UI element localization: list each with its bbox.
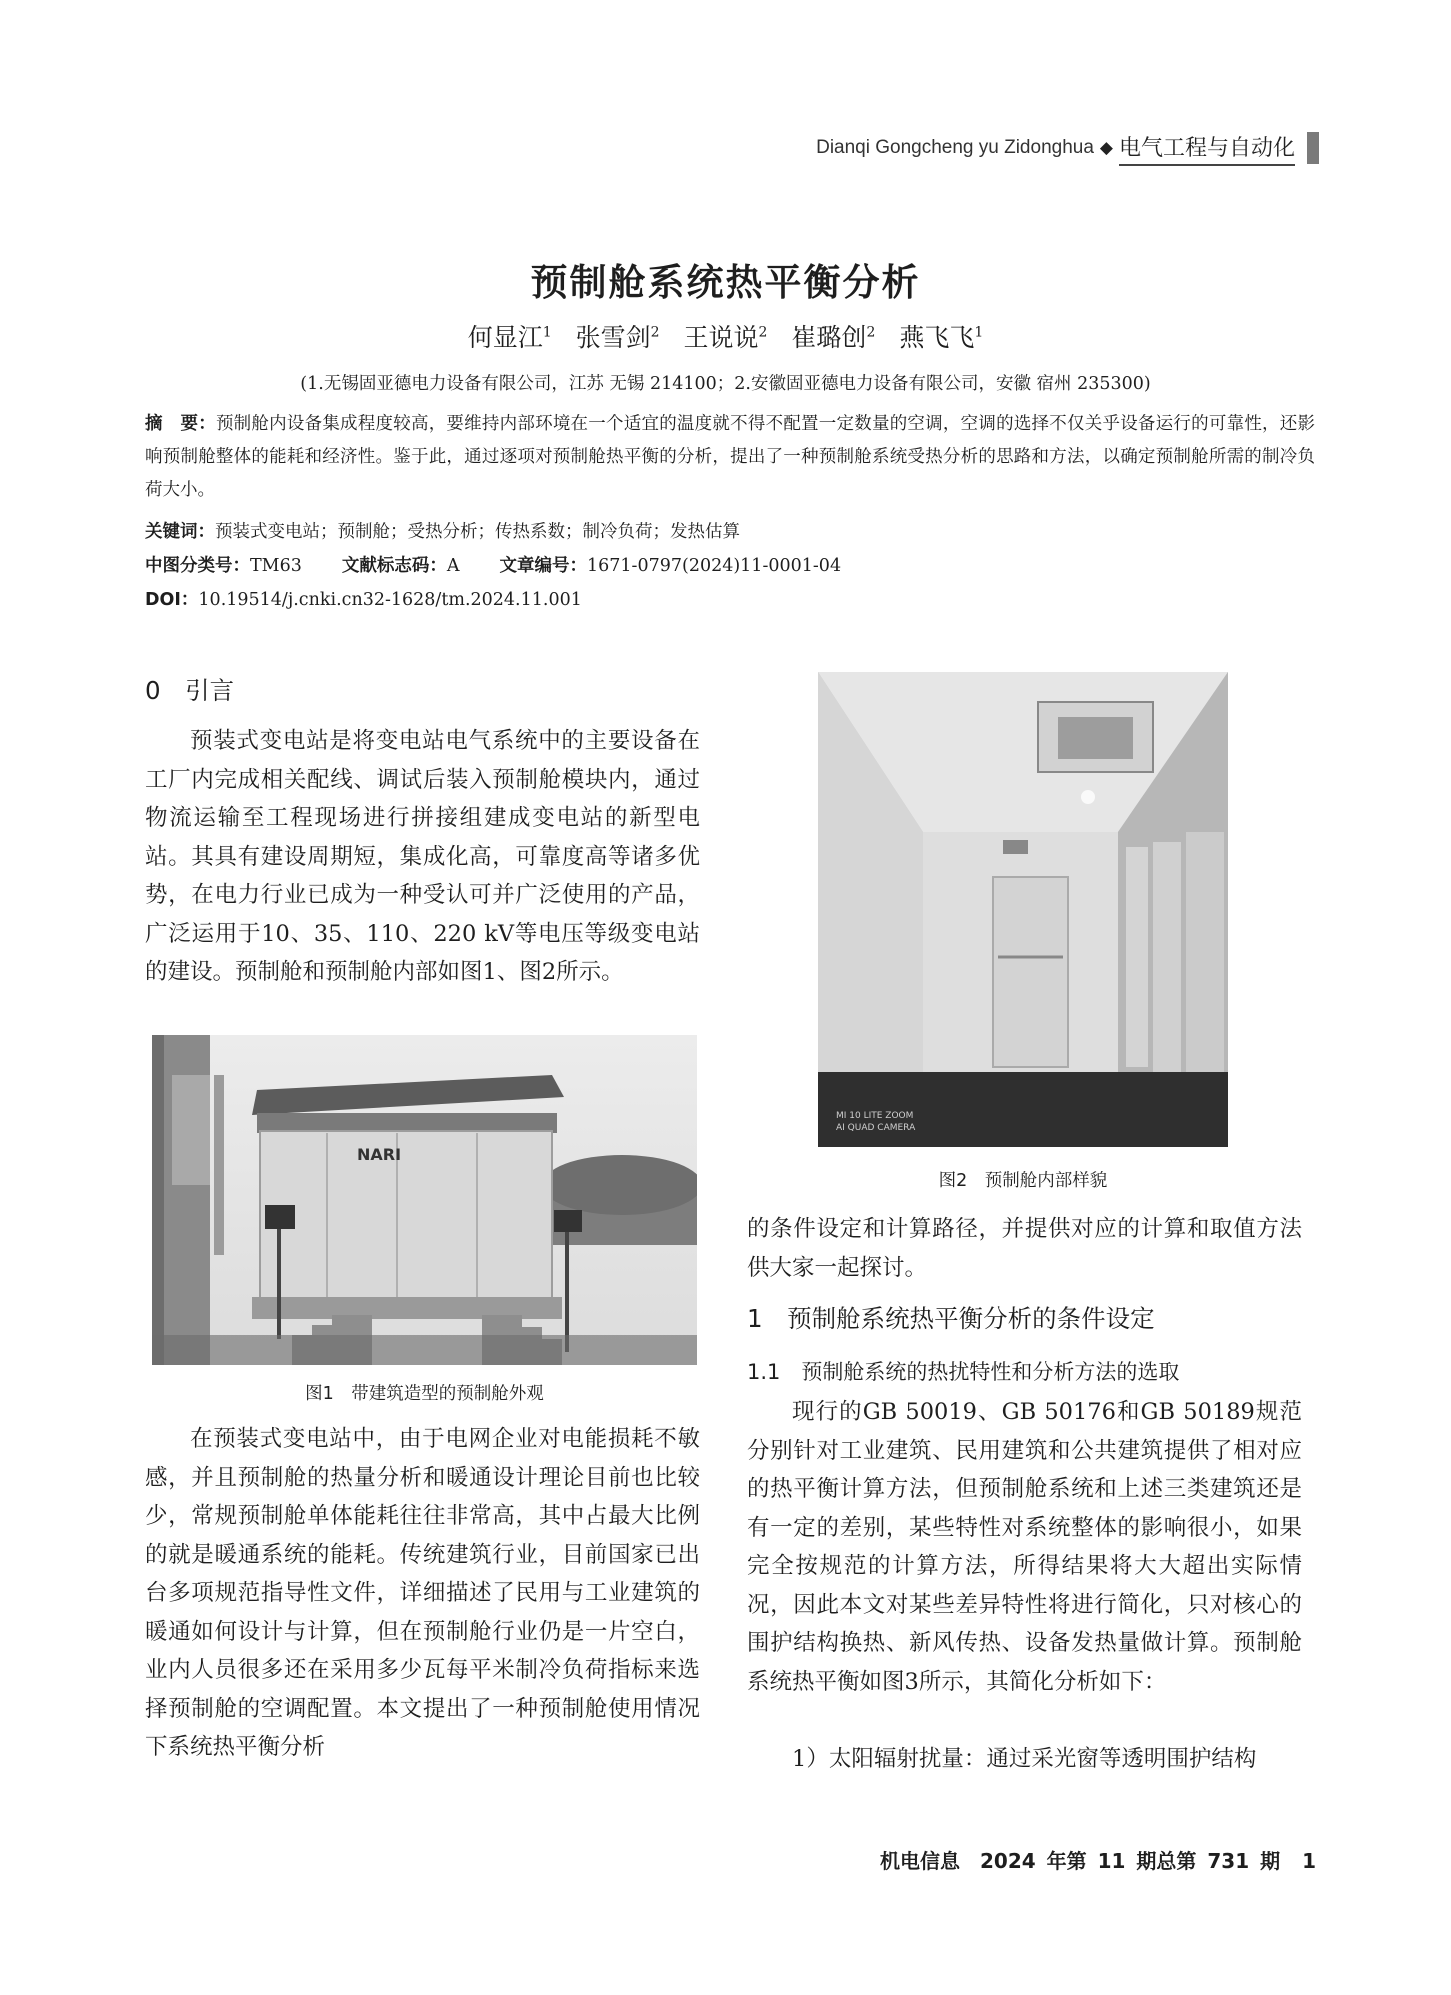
keywords-label: 关键词： xyxy=(145,522,215,542)
page-footer xyxy=(880,1845,1316,1874)
camera-watermark-line2: AI QUAD CAMERA xyxy=(836,1123,916,1133)
doi-value: 10.19514/j.cnki.cn32-1628/tm.2024.11.001 xyxy=(198,590,582,610)
figure2-caption: 图2 预制舱内部样貌 xyxy=(938,1171,1108,1191)
section-heading-1-1: 1.1 预制舱系统的热扰特性和分析方法的选取 xyxy=(747,1360,1180,1384)
journal-name-chinese: 电气工程与自动化 xyxy=(1119,131,1295,166)
doi-label: DOI： xyxy=(145,590,199,610)
header-bar-decoration xyxy=(1307,132,1319,164)
section-1-1-paragraph: 现行的GB 50019、GB 50176和GB 50189规范分别针对工业建筑、民用建筑和公共建筑提供了相对应的热平衡计算方法，但预制舱系统和上述三类建筑还是有一定的差别，某些特性对系统整体的影响很小，如果完全按规范的计算方法，所得结果将大大超出实际情况，因此本文对某些差异特性将进行简化，只对核心的围护结构换热、新风传热、设备发热量做计算。预制舱系统热平衡如图3所示，其简化分析如下： xyxy=(747,1399,1302,1695)
intro-paragraph-1: 预装式变电站是将变电站电气系统中的主要设备在工厂内完成相关配线、调试后装入预制舱模块内，通过物流运输至工程现场进行拼接组建成变电站的新型电站。其具有建设周期短，集成化高，可靠度高等诸多优势，在电力行业已成为一种受认可并广泛使用的产品，广泛运用于10、35、110、220 kV等电压等级变电站的建设。预制舱和预制舱内部如图1、图2所示。 xyxy=(145,728,700,985)
nari-logo-text: NARI xyxy=(357,1145,402,1164)
right-continuation-text: 的条件设定和计算路径，并提供对应的计算和取值方法供大家一起探讨。 xyxy=(747,1216,1302,1281)
clc-label: 中图分类号： xyxy=(145,556,250,576)
abstract-text: 预制舱内设备集成程度较高，要维持内部环境在一个适宜的温度就不得不配置一定数量的空调，空调的选择不仅关乎设备运行的可靠性，还影响预制舱整体的能耗和经济性。鉴于此，通过逐项对预制舱热平衡的分析，提出了一种预制舱系统受热分析的思路和方法，以确定预制舱所需的制冷负荷大小。 xyxy=(145,414,1316,500)
doc-code-label: 文献标志码： xyxy=(341,556,447,576)
article-number-label: 文章编号： xyxy=(499,556,587,576)
author: 燕飞飞$^1$ xyxy=(899,323,984,352)
doi-line xyxy=(145,583,582,617)
page-number: 1 xyxy=(1302,1849,1316,1873)
classification-line xyxy=(145,549,841,583)
author-list xyxy=(0,318,1451,354)
article-number-value: 1671-0797(2024)11-0001-04 xyxy=(587,556,842,576)
paper-title: 预制舱系统热平衡分析 xyxy=(530,261,921,304)
author: 王说说$^2$ xyxy=(683,323,768,352)
section-1-1-item-1: 1）太阳辐射扰量：通过采光窗等透明围护结构 xyxy=(792,1746,1257,1772)
affiliation: (1.无锡固亚德电力设备有限公司，江苏 无锡 214100；2.安徽固亚德电力设备有限公司，安徽 宿州 235300) xyxy=(300,374,1151,394)
figure1-image xyxy=(152,1035,697,1365)
figure1-caption: 图1 带建筑造型的预制舱外观 xyxy=(305,1384,544,1404)
doc-code-value: A xyxy=(446,556,460,576)
keywords xyxy=(145,515,740,549)
journal-name-latin: Dianqi Gongcheng yu Zidonghua xyxy=(816,137,1094,158)
abstract-label: 摘 要： xyxy=(145,414,216,434)
section-heading-1: 1 预制舱系统热平衡分析的条件设定 xyxy=(747,1304,1155,1333)
intro-paragraph-2: 在预装式变电站中，由于电网企业对电能损耗不敏感，并且预制舱的热量分析和暖通设计理论目前也比较少，常规预制舱单体能耗往往非常高，其中占最大比例的就是暖通系统的能耗。传统建筑行业，目前国家已出台多项规范指导性文件，详细描述了民用与工业建筑的暖通如何设计与计算，但在预制舱行业仍是一片空白，业内人员很多还在采用多少瓦每平米制冷负荷指标来选择预制舱的空调配置。本文提出了一种预制舱使用情况下系统热平衡分析 xyxy=(145,1426,700,1760)
author: 张雪剑$^2$ xyxy=(575,323,660,352)
clc-value: TM63 xyxy=(250,556,302,576)
author: 崔璐创$^2$ xyxy=(791,323,876,352)
camera-watermark-line1: MI 10 LITE ZOOM xyxy=(836,1111,914,1121)
diamond-icon: ◆ xyxy=(1099,138,1113,157)
figure2-image xyxy=(818,672,1228,1147)
section-heading-0: 0 引言 xyxy=(145,676,235,705)
running-header xyxy=(816,130,1319,166)
abstract xyxy=(145,408,1315,507)
keywords-text: 预装式变电站；预制舱；受热分析；传热系数；制冷负荷；发热估算 xyxy=(215,522,740,542)
footer-journal-issue: 机电信息 2024 年第 11 期总第 731 期 xyxy=(880,1849,1281,1873)
author: 何显江$^1$ xyxy=(467,323,552,352)
